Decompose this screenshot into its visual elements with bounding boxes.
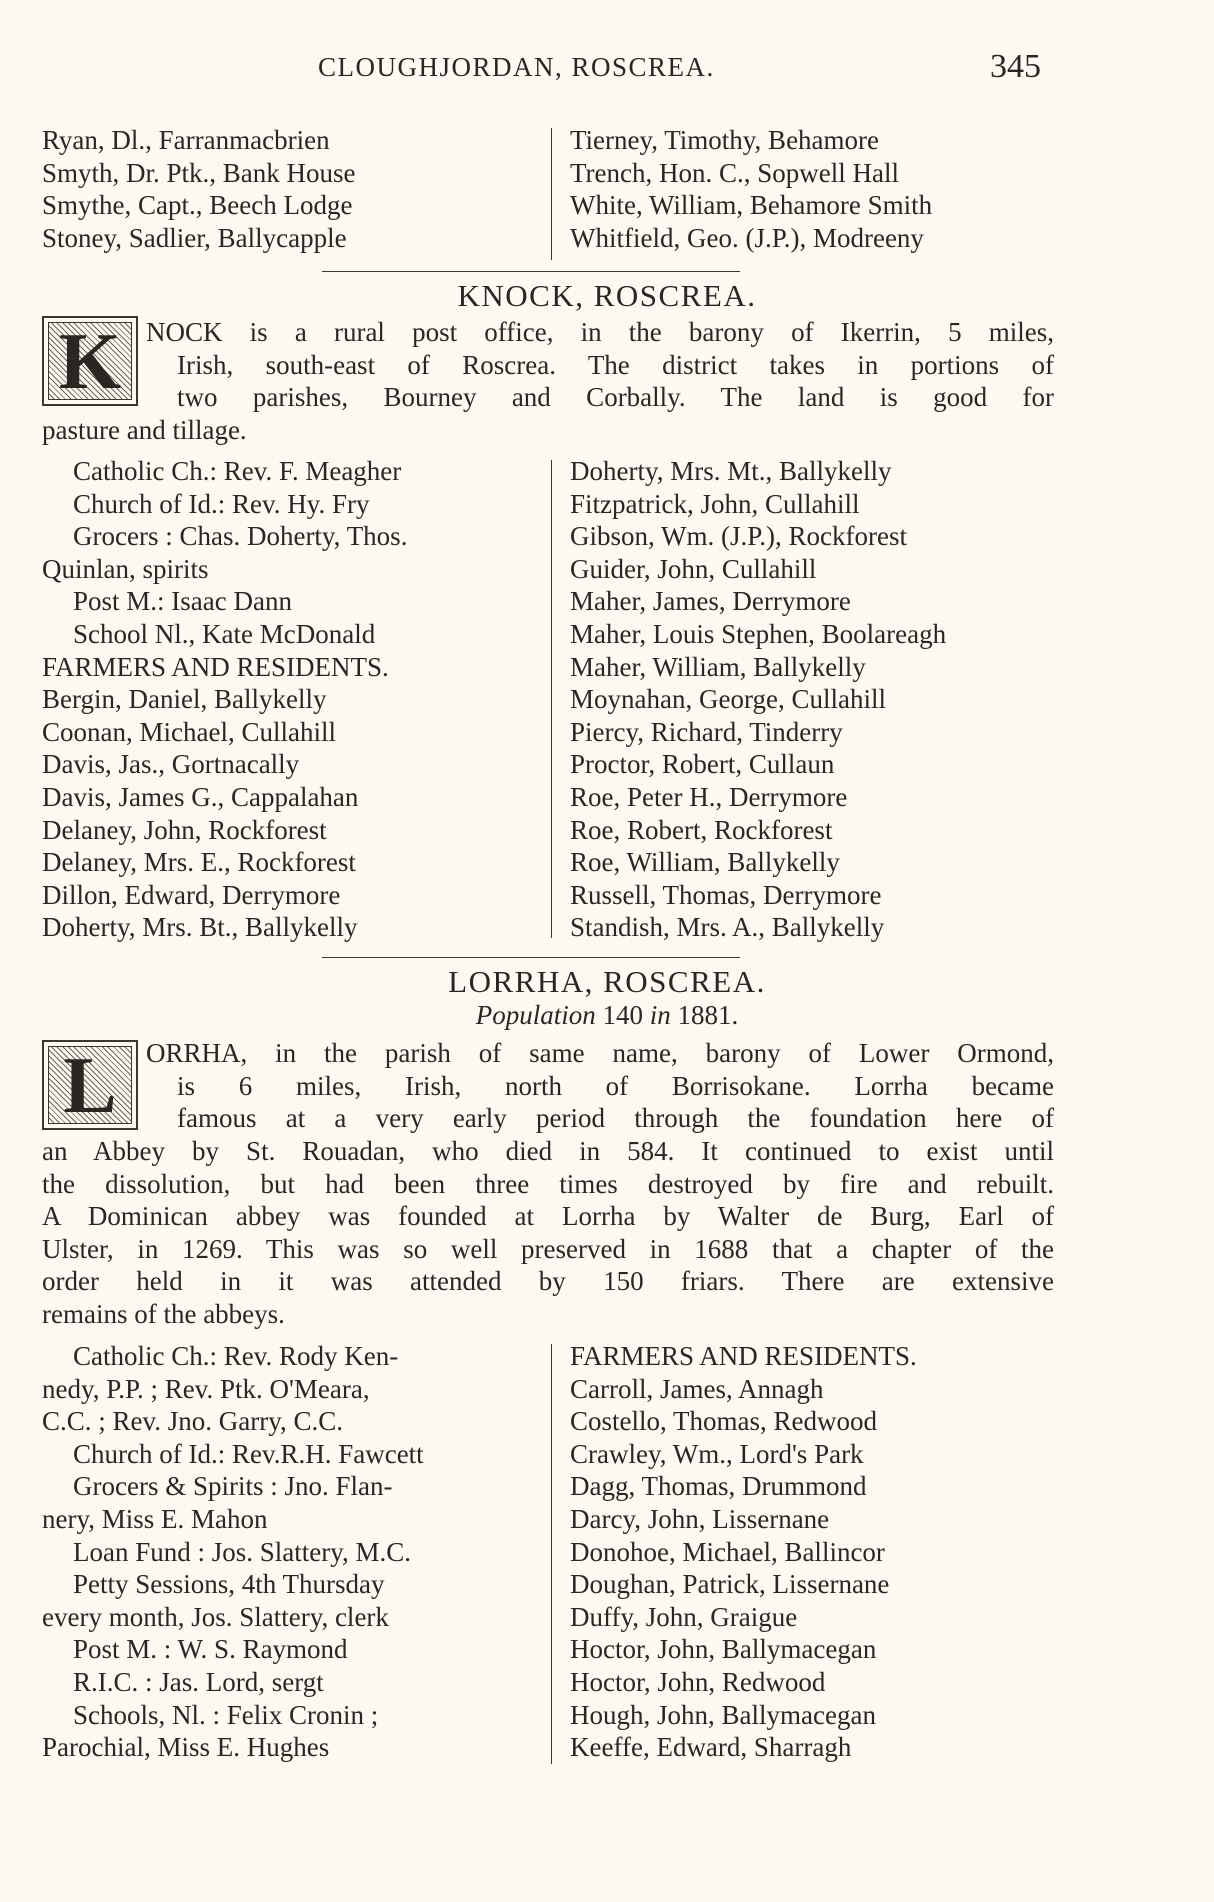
entry-line: Loan Fund : Jos. Slattery, M.C.	[73, 1536, 412, 1567]
entry-line: Grocers : Chas. Doherty, Thos.	[73, 521, 408, 552]
page-number: 345	[990, 48, 1041, 85]
entry-line: Donohoe, Michael, Ballincor	[570, 1536, 885, 1567]
entry-line: FARMERS AND RESIDENTS.	[570, 1341, 917, 1371]
lorrha-left-column	[42, 1340, 424, 1764]
column-divider	[551, 460, 552, 938]
entry-line: nery, Miss E. Mahon	[42, 1503, 268, 1534]
column-divider	[551, 1344, 552, 1764]
entry-line: FARMERS AND RESIDENTS.	[42, 651, 389, 682]
dropcap-l	[42, 1040, 138, 1130]
population-label: Population	[475, 1000, 596, 1030]
intro-line: A Dominican abbey was founded at Lorrha by Walter de Burg, Earl of	[42, 1201, 1054, 1232]
entry-line: Ryan, Dl., Farranmacbrien	[42, 125, 330, 155]
intro-line: is 6 miles, Irish, north of Borrisokane. Lorrha became	[177, 1070, 1054, 1101]
entry-line: Fitzpatrick, John, Cullahill	[570, 488, 860, 519]
knock-intro-tail	[42, 414, 942, 447]
dropcap-letter: K	[58, 318, 122, 406]
entry-line: nedy, P.P. ; Rev. Ptk. O'Meara,	[42, 1373, 370, 1404]
entry-line: Standish, Mrs. A., Ballykelly	[570, 912, 885, 943]
intro-line: the dissolution, but had been three times destroyed by fire and rebuilt.	[42, 1168, 1054, 1199]
entry-line: Gibson, Wm. (J.P.), Rockforest	[570, 521, 907, 552]
entry-line: Carroll, James, Annagh	[570, 1373, 824, 1404]
entry-line: Darcy, John, Lissernane	[570, 1503, 830, 1534]
entry-line: Bergin, Daniel, Ballykelly	[42, 684, 327, 715]
section-rule	[322, 957, 740, 958]
population-line	[0, 1000, 1214, 1031]
entry-line: Crawley, Wm., Lord's Park	[570, 1438, 864, 1469]
entry-line: Parochial, Miss E. Hughes	[42, 1732, 330, 1763]
entry-line: Dillon, Edward, Derrymore	[42, 879, 341, 910]
knock-left-column	[42, 455, 407, 944]
entry-line: Roe, Peter H., Derrymore	[570, 781, 848, 812]
entry-line: School Nl., Kate McDonald	[73, 618, 376, 649]
entry-line: Smythe, Capt., Beech Lodge	[42, 190, 353, 221]
entry-line: Coonan, Michael, Cullahill	[42, 716, 336, 747]
entry-line: Trench, Hon. C., Sopwell Hall	[570, 157, 899, 188]
intro-line: pasture and tillage.	[42, 415, 247, 445]
entry-line: Delaney, John, Rockforest	[42, 814, 327, 845]
lorrha-intro	[146, 1037, 1054, 1135]
intro-line: Ulster, in 1269. This was so well preserved in 1688 that a chapter of the	[42, 1233, 1054, 1264]
entry-line: Davis, James G., Cappalahan	[42, 781, 359, 812]
entry-line: Russell, Thomas, Derrymore	[570, 879, 882, 910]
dropcap-letter: L	[63, 1042, 117, 1130]
entry-line: Stoney, Sadlier, Ballycapple	[42, 222, 347, 253]
entry-line: White, William, Behamore Smith	[570, 190, 933, 221]
intro-line: order held in it was attended by 150 friars. There are extensive	[42, 1266, 1054, 1297]
entry-line: Roe, William, Ballykelly	[570, 847, 840, 878]
lorrha-intro-tail	[42, 1135, 1054, 1331]
lorrha-right-column	[570, 1340, 917, 1764]
entry-line: R.I.C. : Jas. Lord, sergt	[73, 1666, 324, 1697]
entry-line: Grocers & Spirits : Jno. Flan-	[73, 1471, 393, 1502]
population-value: 140	[602, 1000, 643, 1030]
entry-line: C.C. ; Rev. Jno. Garry, C.C.	[42, 1406, 343, 1437]
intro-line: an Abbey by St. Rouadan, who died in 584. It continued to exist until	[42, 1136, 1054, 1166]
cloughjordan-right-column	[570, 124, 932, 254]
entry-line: Catholic Ch.: Rev. F. Meagher	[73, 456, 402, 486]
population-in: in	[649, 1000, 671, 1030]
entry-line: Maher, James, Derrymore	[570, 586, 851, 617]
intro-line: famous at a very early period through the foundation here of	[177, 1103, 1054, 1134]
entry-line: Catholic Ch.: Rev. Rody Ken-	[73, 1341, 399, 1371]
entry-line: Petty Sessions, 4th Thursday	[73, 1569, 385, 1600]
entry-line: Proctor, Robert, Cullaun	[570, 749, 835, 780]
entry-line: Doughan, Patrick, Lissernane	[570, 1569, 890, 1600]
entry-line: Doherty, Mrs. Bt., Ballykelly	[42, 912, 358, 943]
entry-line: Duffy, John, Graigue	[570, 1601, 798, 1632]
entry-line: Church of Id.: Rev.R.H. Fawcett	[73, 1438, 424, 1469]
running-head-title: CLOUGHJORDAN, ROSCREA.	[318, 52, 715, 82]
knock-intro	[146, 316, 1054, 414]
entry-line: Whitfield, Geo. (J.P.), Modreeny	[570, 222, 924, 253]
entry-line: Maher, Louis Stephen, Boolareagh	[570, 618, 947, 649]
entry-line: Piercy, Richard, Tinderry	[570, 716, 843, 747]
entry-line: Quinlan, spirits	[42, 553, 209, 584]
dropcap-k	[42, 316, 138, 406]
running-head	[0, 48, 1214, 88]
entry-line: Keeffe, Edward, Sharragh	[570, 1732, 852, 1763]
entry-line: Church of Id.: Rev. Hy. Fry	[73, 488, 370, 519]
entry-line: Post M.: Isaac Dann	[73, 586, 292, 617]
entry-line: Moynahan, George, Cullahill	[570, 684, 886, 715]
entry-line: Hoctor, John, Redwood	[570, 1666, 826, 1697]
knock-right-column	[570, 455, 946, 944]
intro-line: remains of the abbeys.	[42, 1298, 285, 1329]
entry-line: Schools, Nl. : Felix Cronin ;	[73, 1699, 379, 1730]
entry-line: Hough, John, Ballymacegan	[570, 1699, 876, 1730]
column-divider	[551, 128, 552, 260]
entry-line: Post M. : W. S. Raymond	[73, 1634, 348, 1665]
population-year: 1881.	[677, 1000, 739, 1030]
entry-line: Smyth, Dr. Ptk., Bank House	[42, 157, 356, 188]
cloughjordan-left-column	[42, 124, 356, 254]
section-heading-knock: KNOCK, ROSCREA.	[457, 278, 757, 313]
entry-line: Doherty, Mrs. Mt., Ballykelly	[570, 456, 892, 486]
entry-line: Dagg, Thomas, Drummond	[570, 1471, 867, 1502]
intro-line: ORRHA, in the parish of same name, barony of Lower Ormond,	[146, 1038, 1054, 1068]
entry-line: Davis, Jas., Gortnacally	[42, 749, 300, 780]
entry-line: Delaney, Mrs. E., Rockforest	[42, 847, 356, 878]
entry-line: Roe, Robert, Rockforest	[570, 814, 833, 845]
entry-line: Hoctor, John, Ballymacegan	[570, 1634, 877, 1665]
intro-line: NOCK is a rural post office, in the barony of Ikerrin, 5 miles,	[146, 317, 1054, 347]
entry-line: every month, Jos. Slattery, clerk	[42, 1601, 389, 1632]
intro-line: Irish, south-east of Roscrea. The district takes in portions of	[177, 349, 1054, 380]
entry-line: Guider, John, Cullahill	[570, 553, 817, 584]
entry-line: Costello, Thomas, Redwood	[570, 1406, 877, 1437]
section-rule	[322, 271, 740, 272]
entry-line: Tierney, Timothy, Behamore	[570, 125, 880, 155]
section-heading-lorrha: LORRHA, ROSCREA.	[448, 964, 766, 999]
entry-line: Maher, William, Ballykelly	[570, 651, 866, 682]
intro-line: two parishes, Bourney and Corbally. The land is good for	[177, 382, 1054, 413]
